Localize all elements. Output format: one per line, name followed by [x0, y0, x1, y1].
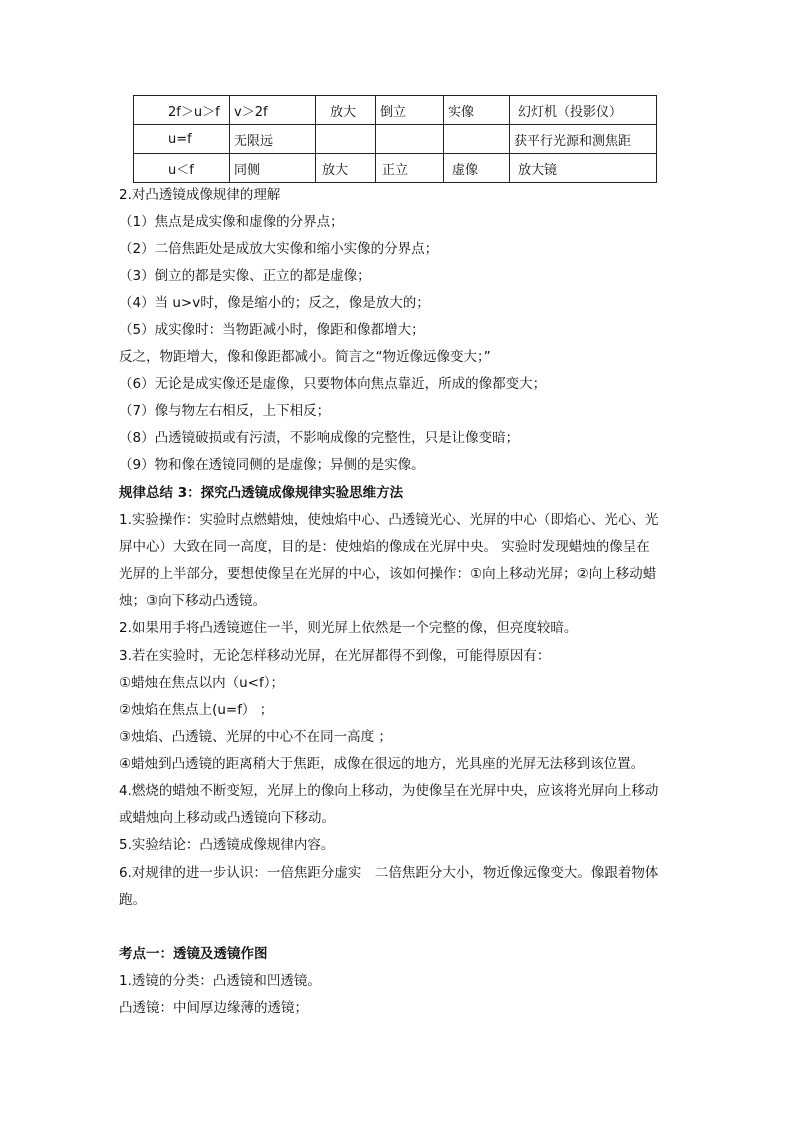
table-cell [376, 125, 444, 154]
list-item: （1）焦点是成实像和虚像的分界点； [119, 214, 344, 230]
list-item: （3）倒立的都是实像、正立的都是虚像； [119, 268, 371, 284]
list-item: ①蜡烛在焦点以内（u<f）； [119, 675, 284, 691]
table-cell: 获平行光源和测焦距 [510, 125, 657, 154]
table-row [134, 125, 657, 154]
paragraph-line: 1.实验操作：实验时点燃蜡烛，使烛焰中心、凸透镜光心、光屏的中心（即焰心、光心、光 [119, 512, 659, 528]
paragraph-line: 或蜡烛向上移动或凸透镜向下移动。 [119, 810, 335, 826]
list-item: ④蜡烛到凸透镜的距离稍大于焦距，成像在很远的地方，光具座的光屏无法移到该位置。 [119, 756, 645, 772]
paragraph-line: 凸透镜：中间厚边缘薄的透镜； [119, 1000, 308, 1016]
paragraph-line: 5.实验结论：凸透镜成像规律内容。 [119, 837, 335, 853]
section-heading: 规律总结 3：探究凸透镜成像规律实验思维方法 [119, 485, 404, 501]
section-heading: 考点一：透镜及透镜作图 [119, 946, 268, 962]
paragraph-line: 光屏的上半部分，要想使像呈在光屏的中心，该如何操作：①向上移动光屏；②向上移动蜡 [119, 566, 657, 582]
paragraph-line: 6.对规律的进一步认识：一倍焦距分虚实 二倍焦距分大小，物近像远像变大。像跟着物体 [119, 865, 659, 881]
list-item: （4）当 u>v时，像是缩小的；反之，像是放大的； [119, 295, 430, 311]
paragraph-line: 反之，物距增大，像和像距都减小。简言之“物近像远像变大；” [119, 349, 491, 365]
table-cell: u=f [134, 125, 230, 154]
paragraph-line: 3.若在实验时，无论怎样移动光屏，在光屏都得不到像，可能得原因有： [119, 648, 551, 664]
lens-imaging-table [133, 95, 657, 183]
table-row [134, 154, 657, 183]
list-item: （2）二倍焦距处是成放大实像和缩小实像的分界点； [119, 241, 439, 257]
table-cell: 正立 [376, 154, 444, 183]
paragraph-line: 烛；③向下移动凸透镜。 [119, 593, 267, 609]
table-cell [444, 125, 510, 154]
paragraph-line: 屏中心）大致在同一高度，目的是：使烛焰的像成在光屏中央。 实验时发现蜡烛的像呈在 [119, 539, 650, 555]
table-cell [316, 125, 376, 154]
table-cell: 同侧 [230, 154, 316, 183]
table-cell: 实像 [444, 96, 510, 125]
table-cell: 2f＞u＞f [134, 96, 230, 125]
table-row [134, 96, 657, 125]
list-item: （5）成实像时：当物距减小时，像距和像都增大； [119, 322, 425, 338]
table-cell: 放大 [316, 96, 376, 125]
list-item: （8）凸透镜破损或有污渍，不影响成像的完整性，只是让像变暗； [119, 430, 520, 446]
paragraph-line: 2.如果用手将凸透镜遮住一半，则光屏上依然是一个完整的像，但亮度较暗。 [119, 620, 578, 636]
paragraph-line: 1.透镜的分类：凸透镜和凹透镜。 [119, 973, 321, 989]
list-item: （6）无论是成实像还是虚像，只要物体向焦点靠近，所成的像都变大； [119, 376, 547, 392]
paragraph-line: 4.燃烧的蜡烛不断变短，光屏上的像向上移动，为使像呈在光屏中央，应该将光屏向上移动 [119, 783, 659, 799]
list-item: （7）像与物左右相反，上下相反； [119, 403, 331, 419]
table-cell: 放大 [316, 154, 376, 183]
list-item: ③烛焰、凸透镜、光屏的中心不在同一高度 ； [119, 729, 392, 745]
table-cell: 无限远 [230, 125, 316, 154]
table-cell: v＞2f [230, 96, 316, 125]
list-item: ②烛焰在焦点上(u=f） ； [119, 702, 274, 718]
list-item: （9）物和像在透镜同侧的是虚像；异侧的是实像。 [119, 457, 425, 473]
table-cell: 虚像 [444, 154, 510, 183]
table-cell: 放大镜 [510, 154, 657, 183]
section-heading: 2.对凸透镜成像规律的理解 [119, 187, 281, 203]
table-cell: u＜f [134, 154, 230, 183]
paragraph-line: 跑。 [119, 892, 146, 908]
table-cell: 倒立 [376, 96, 444, 125]
table-cell: 幻灯机（投影仪） [510, 96, 657, 125]
